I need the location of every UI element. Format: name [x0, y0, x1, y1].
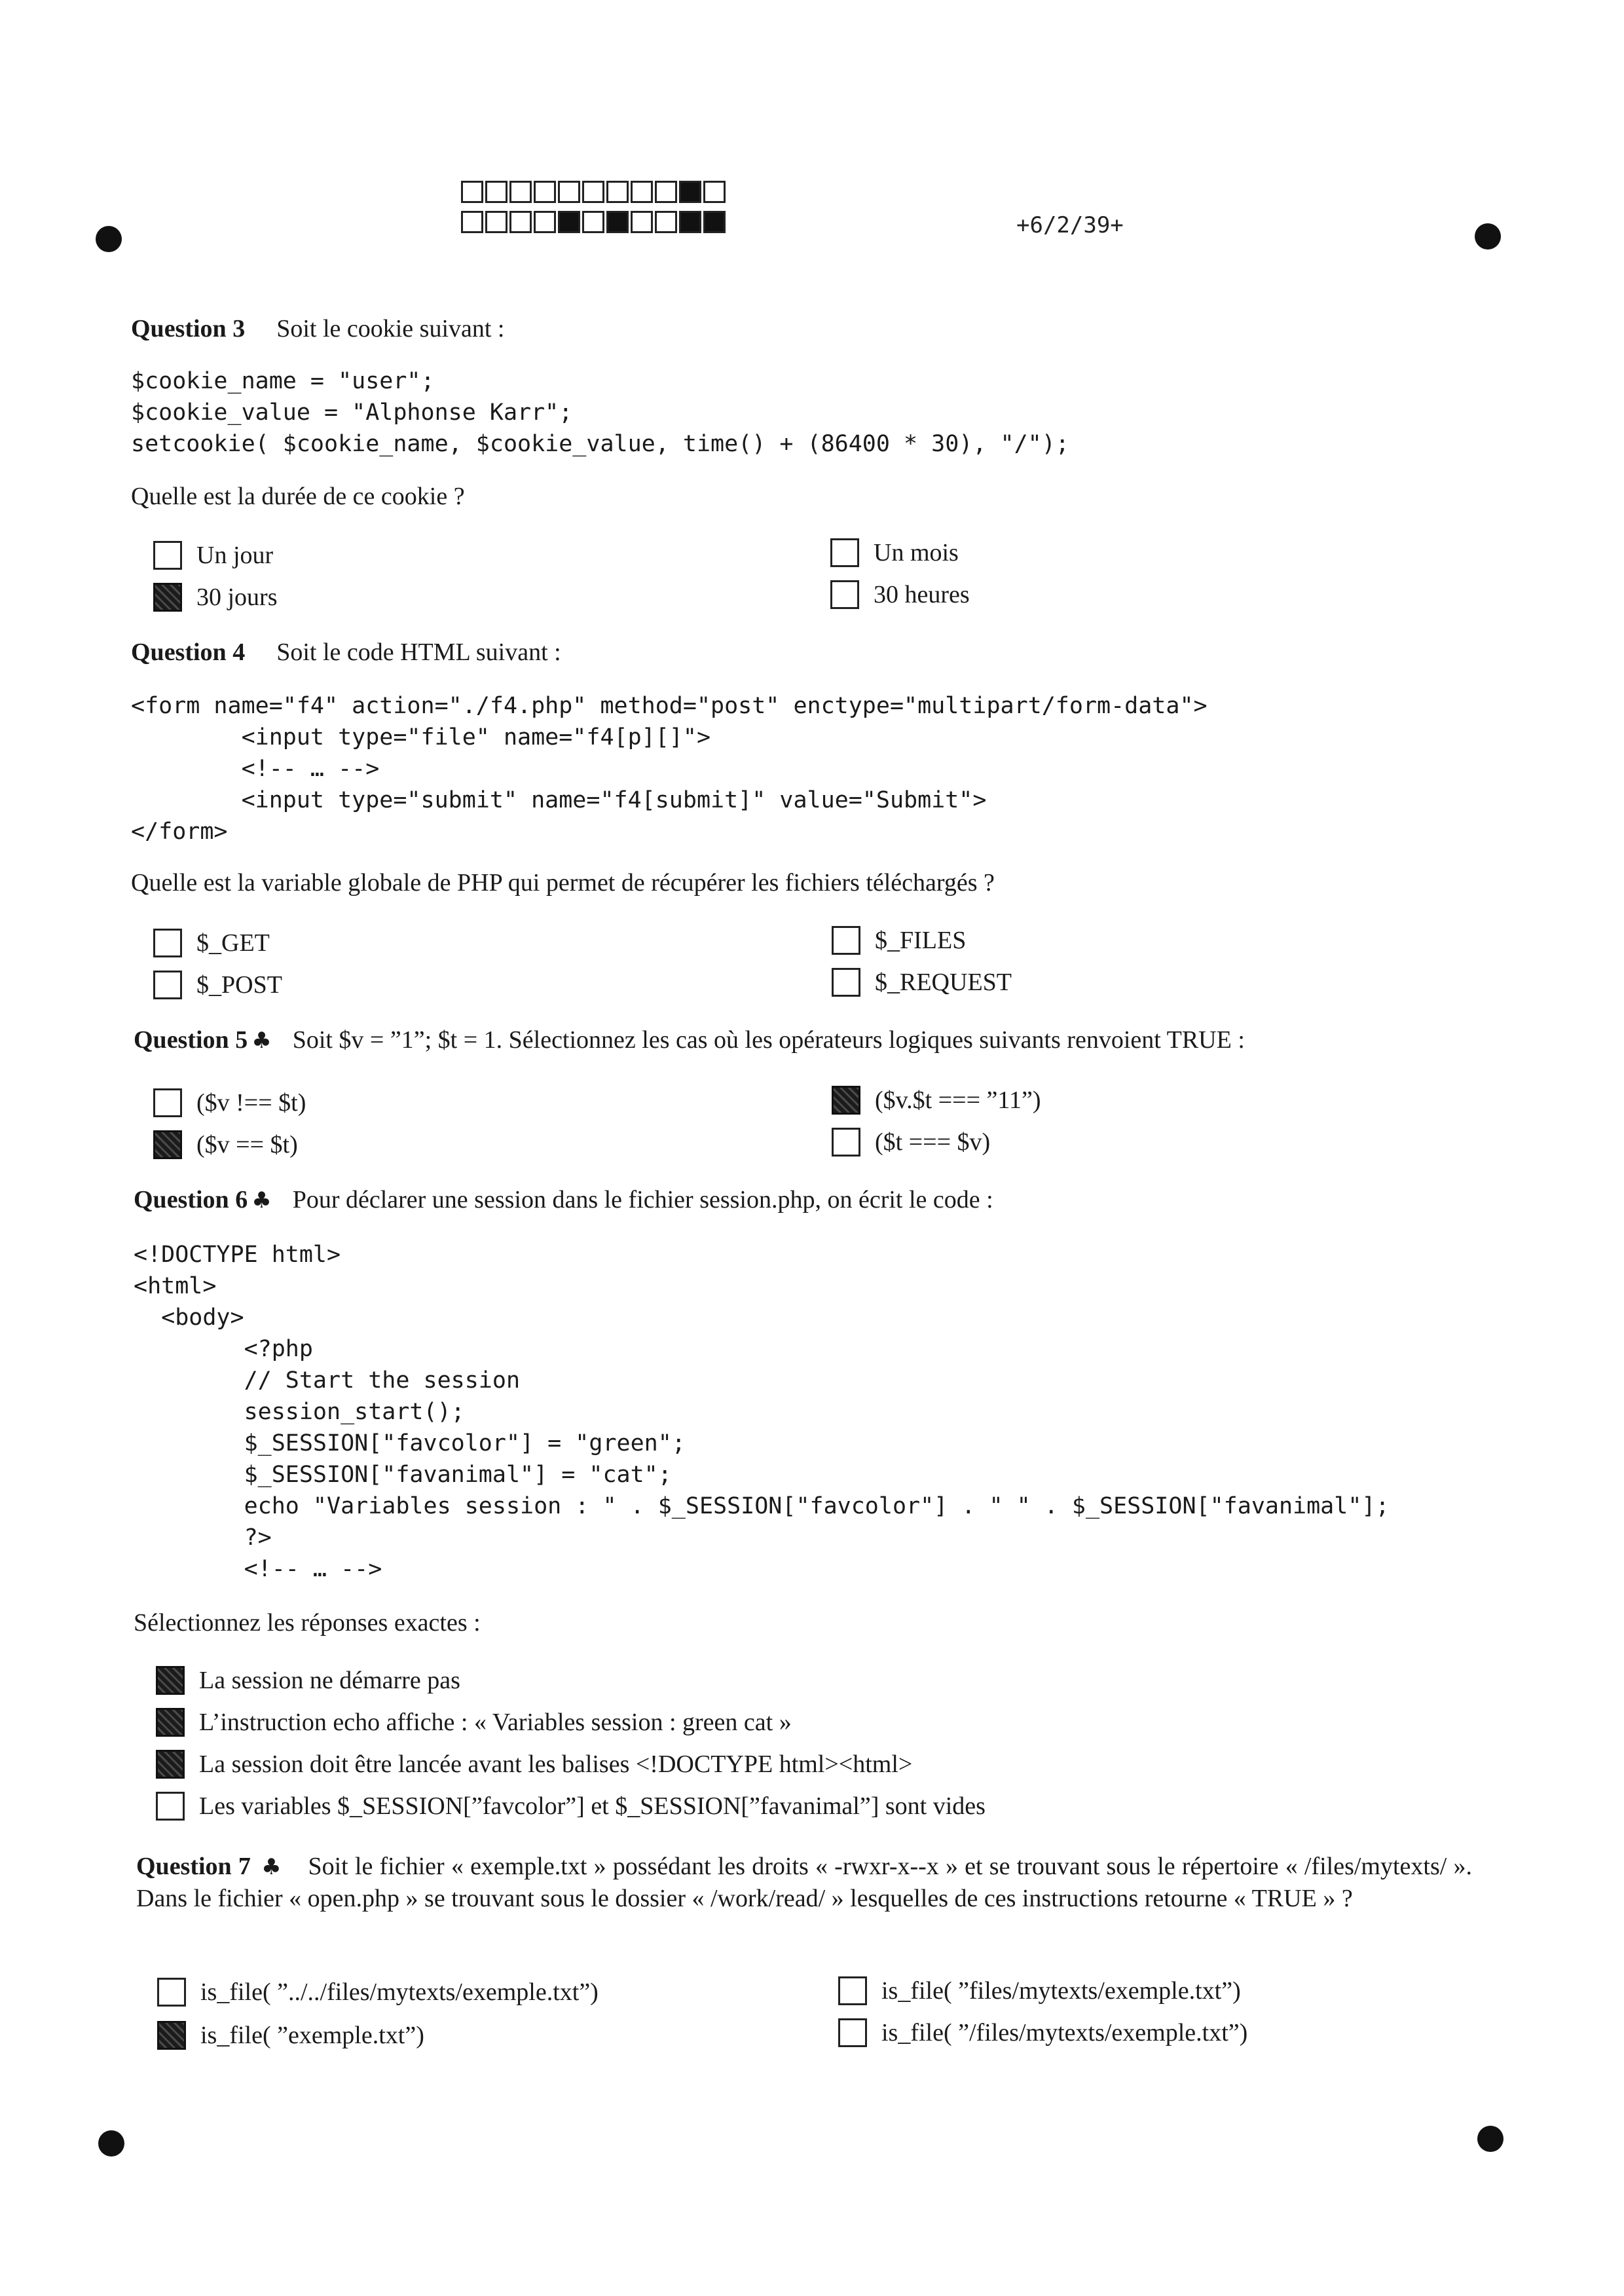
checkbox[interactable]: [157, 1978, 186, 2007]
option-label: 30 heures: [874, 581, 970, 608]
checkbox[interactable]: [838, 1976, 867, 2005]
barcode-cell: [631, 211, 653, 233]
barcode-cell: [485, 211, 507, 233]
cookie-code-block: $cookie_name = "user"; $cookie_value = "Alphonse Karr"; setcookie( $cookie_name, $cookie_value, time() + (86400 * 30), "/");: [131, 368, 1069, 457]
option-q4-post[interactable]: [153, 971, 282, 999]
registration-mark-bottom-left: [98, 2130, 124, 2157]
option-q6-no-start[interactable]: [156, 1666, 460, 1695]
barcode-cell: [534, 181, 556, 203]
question-3-question: Quelle est la durée de ce cookie ?: [131, 483, 465, 510]
barcode-cell: [509, 181, 532, 203]
question-label: Question 7: [136, 1853, 251, 1880]
question-3-title: [131, 314, 505, 343]
option-label: is_file( ”exemple.txt”): [200, 2022, 424, 2049]
barcode-cell: [582, 181, 604, 203]
checkbox[interactable]: [153, 929, 182, 957]
option-label: ($t === $v): [875, 1128, 991, 1156]
barcode-cell: [631, 181, 653, 203]
checkbox[interactable]: [830, 580, 859, 609]
barcode-cell: [606, 211, 629, 233]
checkbox[interactable]: [838, 2018, 867, 2047]
checkbox[interactable]: [157, 2021, 186, 2050]
id-barcode-row-2: [461, 211, 728, 233]
registration-mark-top-left: [96, 226, 122, 252]
question-prompt: Soit $v = ”1”; $t = 1. Sélectionnez les cas où les opérateurs logiques suivants renvoient TRUE :: [292, 1026, 1245, 1054]
option-label: $_GET: [196, 929, 270, 957]
question-6-question: Sélectionnez les réponses exactes :: [134, 1609, 481, 1637]
question-4-question: Quelle est la variable globale de PHP qui permet de récupérer les fichiers téléchargés ?: [131, 869, 995, 897]
question-prompt: Soit le code HTML suivant :: [276, 639, 561, 666]
club-icon: ♣: [261, 1854, 282, 1880]
option-q7-filename[interactable]: [157, 2021, 424, 2050]
checkbox[interactable]: [156, 1666, 185, 1695]
option-label: is_file( ”files/mytexts/exemple.txt”): [881, 1977, 1241, 2005]
option-label: ($v.$t === ”11”): [875, 1086, 1041, 1114]
option-label: is_file( ”../../files/mytexts/exemple.txt”): [200, 1978, 599, 2006]
checkbox[interactable]: [153, 583, 182, 612]
option-q5-not-identical[interactable]: [153, 1088, 306, 1117]
question-label: Question 4: [131, 639, 246, 666]
question-label: Question 3: [131, 315, 246, 343]
option-q5-concat[interactable]: [832, 1086, 1041, 1115]
option-q3-un-mois[interactable]: [830, 538, 959, 567]
option-label: is_file( ”/files/mytexts/exemple.txt”): [881, 2019, 1248, 2046]
club-icon: ♣: [251, 1028, 272, 1054]
question-prompt: Pour déclarer une session dans le fichier session.php, on écrit le code :: [292, 1186, 993, 1213]
checkbox[interactable]: [832, 968, 860, 997]
question-label: Question 5: [134, 1026, 248, 1054]
option-label: La session doit être lancée avant les balises <!DOCTYPE html><html>: [199, 1750, 913, 1778]
option-q6-start-before-doctype[interactable]: [156, 1750, 912, 1779]
barcode-cell: [679, 211, 701, 233]
barcode-cell: [655, 211, 677, 233]
checkbox[interactable]: [156, 1750, 185, 1779]
option-q7-relative-up[interactable]: [157, 1978, 599, 2007]
option-q3-un-jour[interactable]: [153, 541, 273, 570]
option-q6-echo-output[interactable]: [156, 1708, 792, 1737]
barcode-cell: [703, 181, 726, 203]
question-label: Question 6: [134, 1186, 248, 1213]
barcode-cell: [703, 211, 726, 233]
question-5-title: [134, 1026, 1245, 1054]
id-barcode-row-1: [461, 181, 728, 203]
option-q3-30-jours[interactable]: [153, 583, 278, 612]
option-label: ($v == $t): [196, 1131, 298, 1158]
option-q4-get[interactable]: [153, 929, 270, 957]
checkbox[interactable]: [156, 1792, 185, 1821]
checkbox[interactable]: [832, 926, 860, 955]
question-prompt: Soit le cookie suivant :: [276, 315, 505, 343]
checkbox[interactable]: [153, 1088, 182, 1117]
checkbox[interactable]: [153, 1130, 182, 1159]
option-q5-equal[interactable]: [153, 1130, 298, 1159]
option-q7-absolute[interactable]: [838, 2018, 1247, 2047]
barcode-cell: [485, 181, 507, 203]
checkbox[interactable]: [156, 1708, 185, 1737]
question-7-text: [136, 1851, 1472, 1914]
option-q7-relative[interactable]: [838, 1976, 1241, 2005]
registration-mark-top-right: [1475, 223, 1501, 250]
option-label: $_REQUEST: [875, 969, 1012, 996]
checkbox[interactable]: [153, 541, 182, 570]
option-q5-identical[interactable]: [832, 1128, 990, 1157]
option-label: $_POST: [196, 971, 282, 999]
barcode-cell: [509, 211, 532, 233]
option-q4-request[interactable]: [832, 968, 1012, 997]
option-label: L’instruction echo affiche : « Variables session : green cat »: [199, 1709, 792, 1736]
option-label: Un jour: [196, 542, 274, 569]
barcode-cell: [461, 211, 483, 233]
barcode-cell: [655, 181, 677, 203]
question-6-title: [134, 1185, 993, 1214]
option-label: $_FILES: [875, 927, 967, 954]
page-code: +6/2/39+: [1016, 212, 1124, 238]
checkbox[interactable]: [830, 538, 859, 567]
option-q4-files[interactable]: [832, 926, 966, 955]
option-label: Les variables $_SESSION[”favcolor”] et $_SESSION[”favanimal”] sont vides: [199, 1792, 986, 1820]
barcode-cell: [461, 181, 483, 203]
barcode-cell: [582, 211, 604, 233]
option-label: Un mois: [874, 539, 959, 566]
barcode-cell: [558, 211, 580, 233]
option-label: 30 jours: [196, 583, 278, 611]
session-code-block: <!DOCTYPE html> <html> <body> <?php // Start the session session_start(); $_SESSION["favcolor"] = "green"; $_SESSION["favanimal"] = "cat"; echo "Variables session : " . $_SESSION["favcolor"] . " " . $_SESSION["favanimal"]; ?> <!-- … -->: [134, 1242, 1390, 1582]
option-q6-empty-vars[interactable]: [156, 1792, 986, 1821]
registration-mark-bottom-right: [1477, 2126, 1504, 2152]
checkbox[interactable]: [832, 1128, 860, 1157]
barcode-cell: [558, 181, 580, 203]
barcode-cell: [679, 181, 701, 203]
barcode-cell: [606, 181, 629, 203]
barcode-cell: [534, 211, 556, 233]
option-label: La session ne démarre pas: [199, 1667, 460, 1694]
option-label: ($v !== $t): [196, 1089, 306, 1117]
question-prompt: Soit le fichier « exemple.txt » possédant les droits « -rwxr-x--x » et se trouvant sous le répertoire « /files/mytexts/ ». Dans le fichier « open.php » se trouvant sous le dossier « /work/read/ » lesquelles de ces instructions retourne « TRUE » ?: [136, 1853, 1473, 1912]
club-icon: ♣: [251, 1187, 272, 1213]
question-4-title: [131, 638, 561, 667]
option-q3-30-heures[interactable]: [830, 580, 970, 609]
form-code-block: <form name="f4" action="./f4.php" method="post" enctype="multipart/form-data"> <input type="file" name="f4[p][]"> <!-- … --> <input type="submit" name="f4[submit]" value="Submit"> </form>: [131, 693, 1208, 845]
checkbox[interactable]: [832, 1086, 860, 1115]
checkbox[interactable]: [153, 971, 182, 999]
